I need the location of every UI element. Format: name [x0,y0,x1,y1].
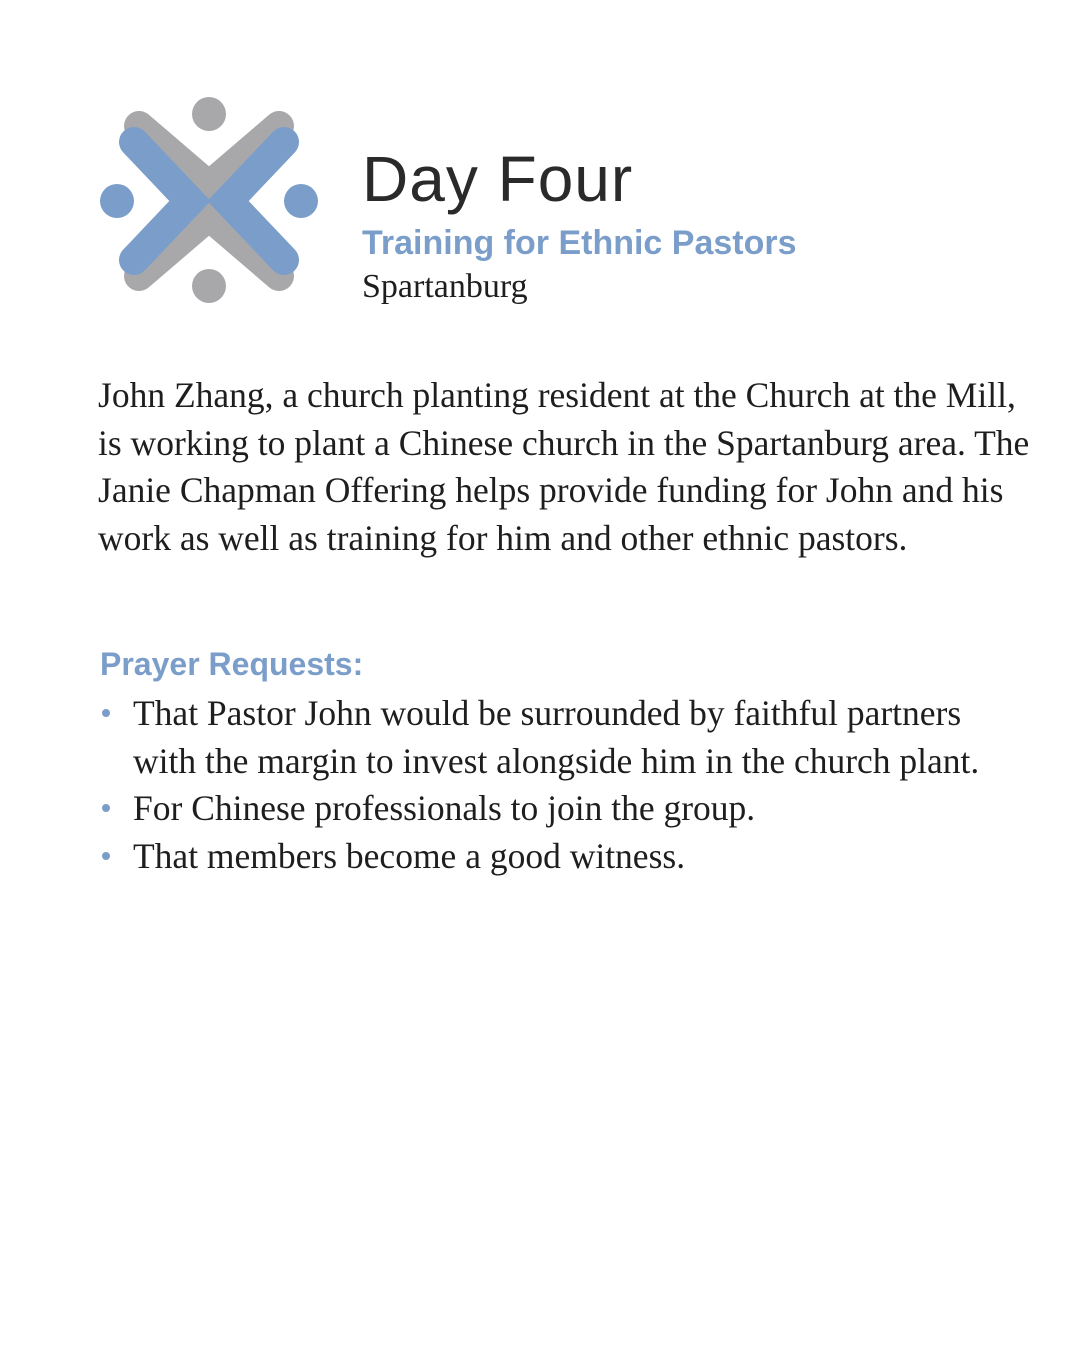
logo-icon [98,96,320,306]
prayer-request-text: That members become a good witness. [133,835,686,876]
bullet-icon [102,709,110,717]
prayer-requests-heading: Prayer Requests: [100,646,364,682]
logo-top-dot [192,97,226,131]
subtitle: Training for Ethnic Pastors [362,224,797,262]
prayer-request-item [100,833,1030,881]
prayer-request-text: That Pastor John would be surrounded by faithful partners with the margin to invest alongside him in the church plant. [133,693,980,781]
page-title: Day Four [362,143,634,215]
logo-bottom-dot [192,269,226,303]
prayer-requests-list [100,690,1030,880]
logo-left-dot [100,184,134,218]
body-paragraph: John Zhang, a church planting resident at the Church at the Mill, is working to plant a Chinese church in the Spartanburg area. The Janie Chapman Offering helps provide funding for John and his work as well as training for him and other ethnic pastors. [98,375,1030,558]
bullet-icon [102,852,110,860]
logo-right-dot [284,184,318,218]
bullet-icon [102,804,110,812]
title-block [362,140,797,310]
prayer-request-text: For Chinese professionals to join the group. [133,788,756,828]
location-label: Spartanburg [362,268,528,305]
prayer-request-item [100,785,1030,833]
prayer-request-item [100,690,1030,785]
